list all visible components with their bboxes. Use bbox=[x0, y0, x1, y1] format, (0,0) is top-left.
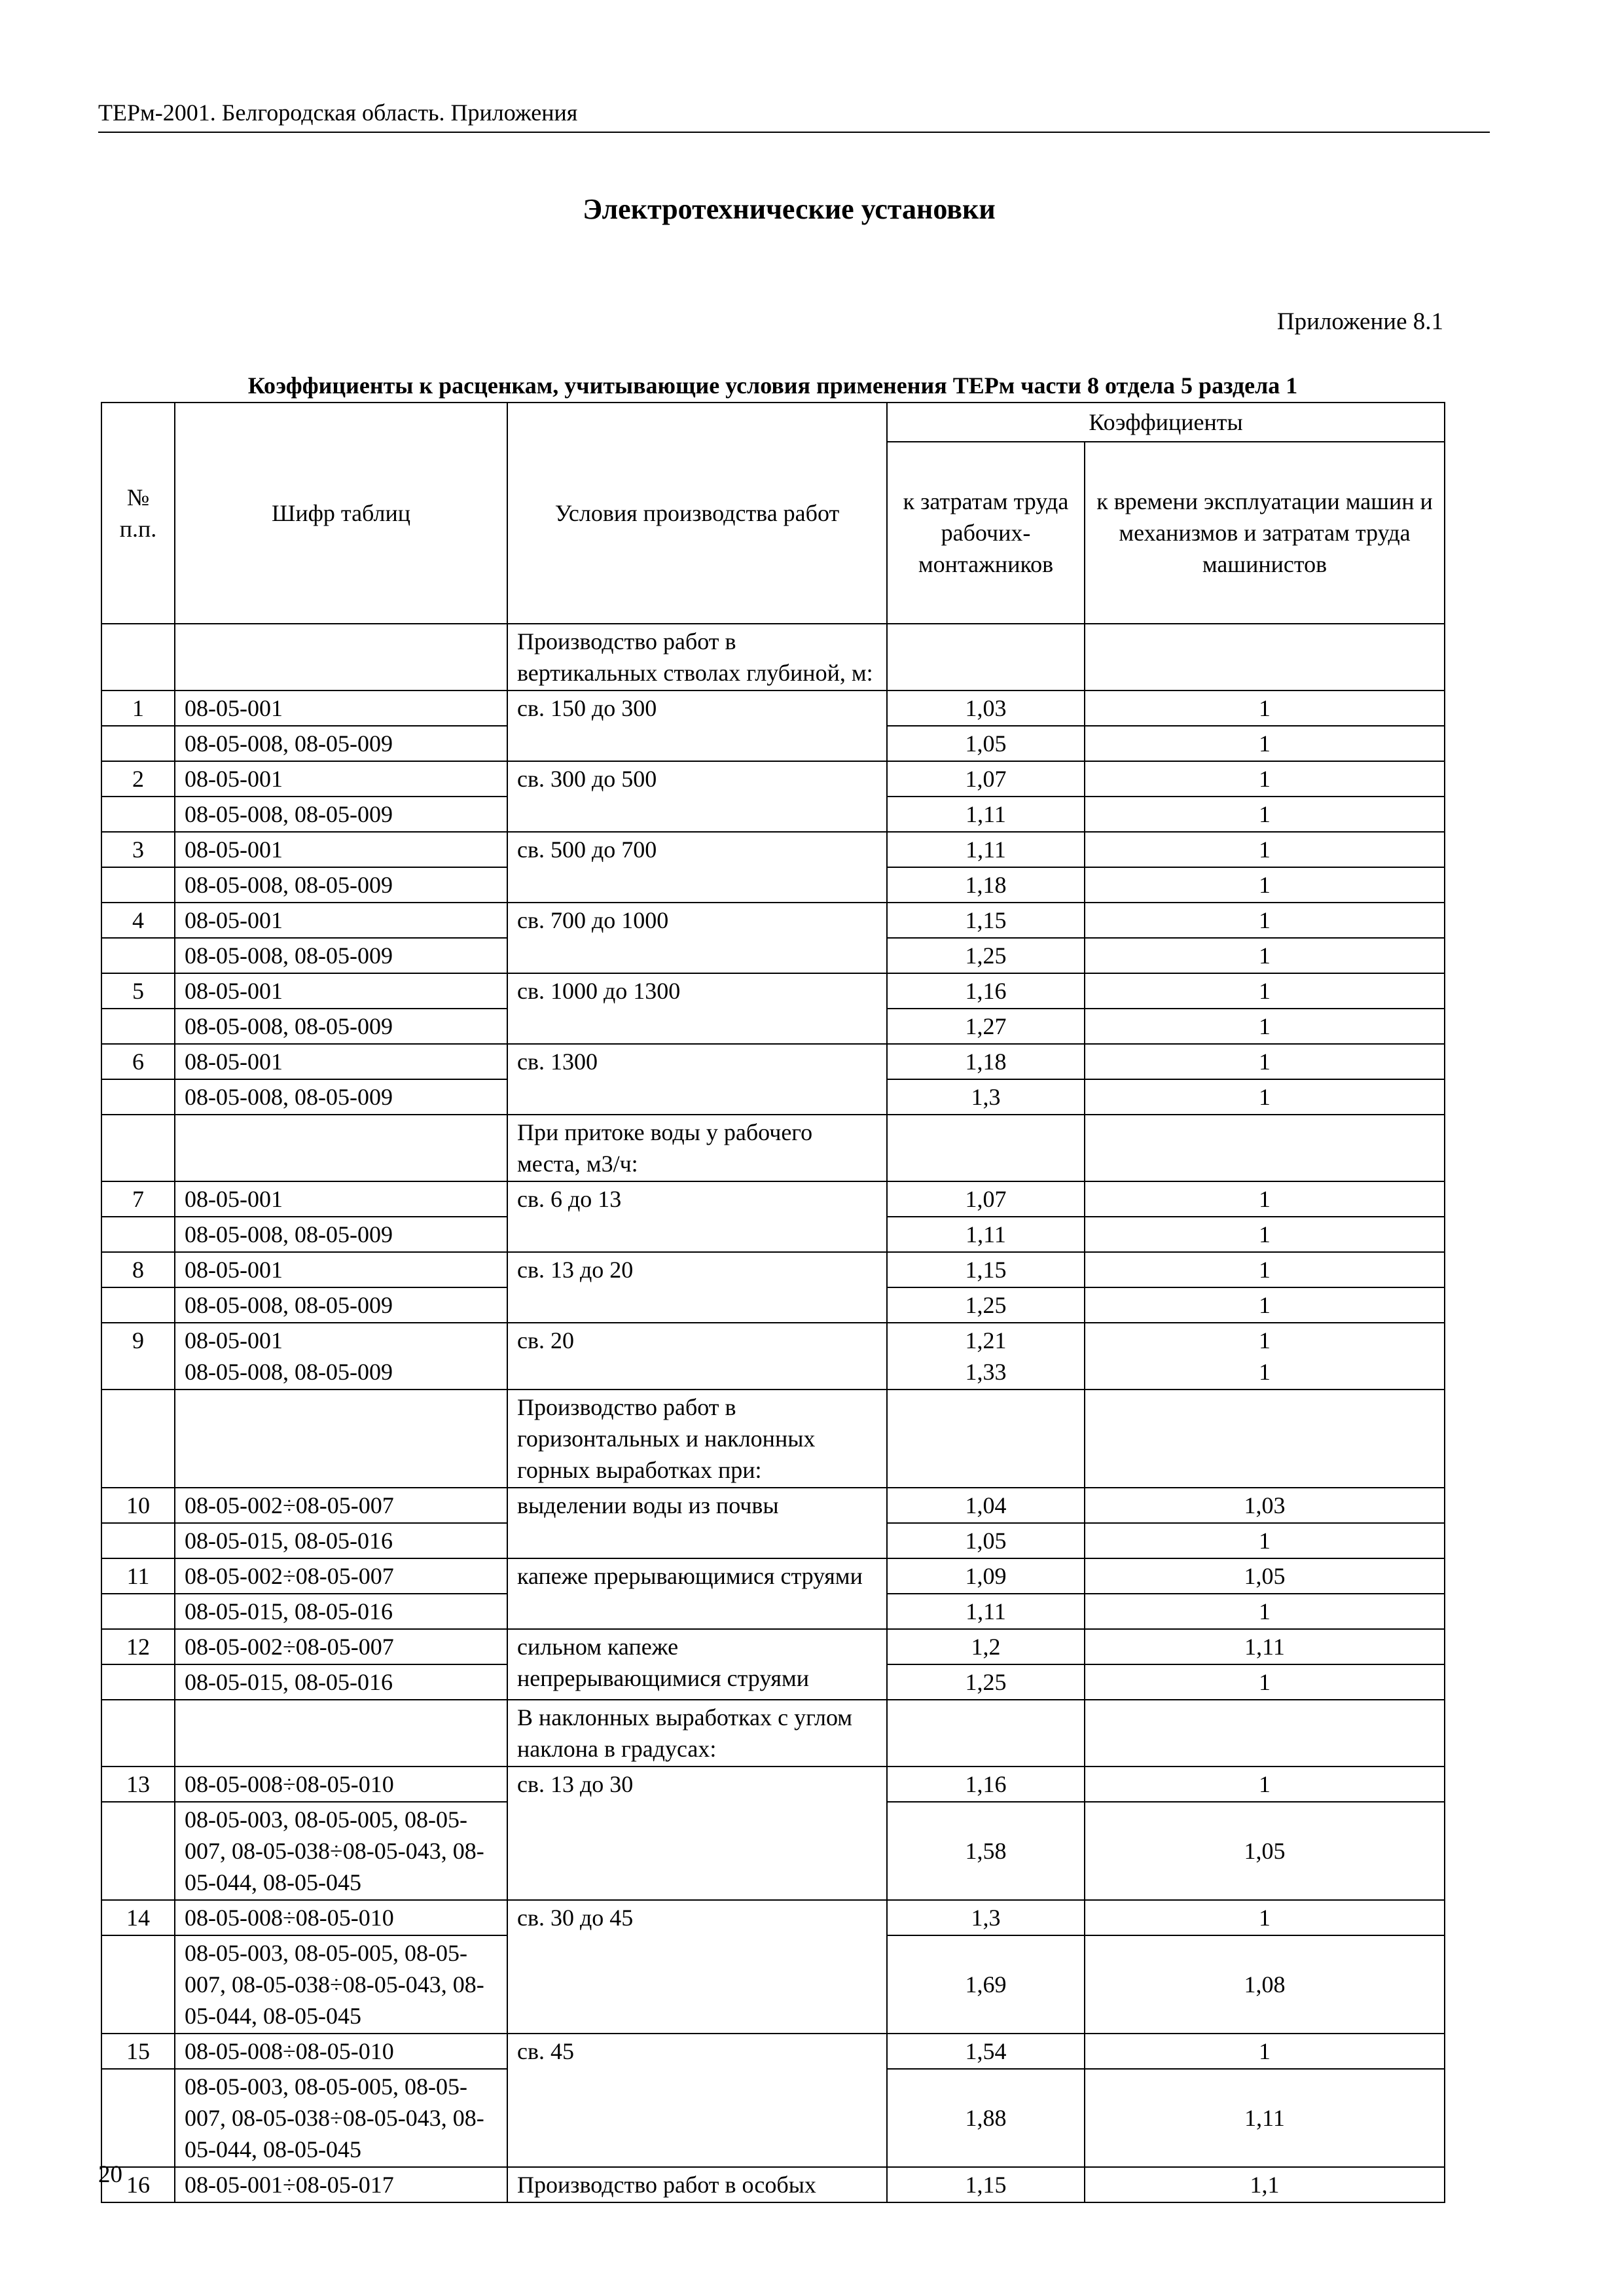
labor-coefficient: 1,11 bbox=[887, 797, 1085, 832]
machine-coefficient: 1 bbox=[1085, 1287, 1445, 1323]
table-row bbox=[101, 1767, 1445, 1802]
machine-coefficient: 1 bbox=[1085, 867, 1445, 903]
header-coefficients: Коэффициенты bbox=[887, 403, 1445, 442]
row-number: 5 bbox=[101, 973, 175, 1009]
machine-coefficient: 1 bbox=[1085, 1181, 1445, 1217]
table-code: 08-05-008, 08-05-009 bbox=[175, 867, 507, 903]
table-code: 08-05-008, 08-05-009 bbox=[175, 1009, 507, 1044]
labor-coefficient: 1,16 bbox=[887, 973, 1085, 1009]
table-code: 08-05-008, 08-05-009 bbox=[175, 1287, 507, 1323]
row-number: 10 bbox=[101, 1488, 175, 1523]
empty-cell bbox=[101, 1390, 175, 1488]
condition-cell: св. 20 bbox=[507, 1323, 887, 1390]
table-code: 08-05-002÷08-05-007 bbox=[175, 1558, 507, 1594]
table-code: 08-05-008, 08-05-009 bbox=[185, 1359, 393, 1385]
table-code: 08-05-008÷08-05-010 bbox=[175, 1767, 507, 1802]
table-row bbox=[101, 1629, 1445, 1664]
table-row bbox=[101, 1252, 1445, 1287]
empty-cell bbox=[101, 1523, 175, 1558]
machine-coefficient: 1 bbox=[1085, 1217, 1445, 1252]
header-num: № п.п. bbox=[101, 403, 175, 624]
condition-cell: сильном капеже непрерывающимися струями bbox=[507, 1629, 887, 1700]
labor-coefficient: 1,18 bbox=[887, 867, 1085, 903]
labor-coefficient: 1,25 bbox=[887, 938, 1085, 973]
empty-cell bbox=[101, 1594, 175, 1629]
table-code: 08-05-001 bbox=[175, 1044, 507, 1079]
condition-cell: св. 500 до 700 bbox=[507, 832, 887, 903]
row-number: 2 bbox=[101, 761, 175, 797]
empty-cell bbox=[887, 1115, 1085, 1181]
machine-coefficient: 1 bbox=[1085, 1252, 1445, 1287]
machine-coefficient: 1 bbox=[1085, 973, 1445, 1009]
machine-coefficient: 1 bbox=[1085, 797, 1445, 832]
table-code: 08-05-001÷08-05-017 bbox=[175, 2167, 507, 2202]
empty-cell bbox=[101, 1700, 175, 1767]
empty-cell bbox=[101, 1287, 175, 1323]
empty-cell bbox=[101, 726, 175, 761]
labor-coefficient: 1,54 bbox=[887, 2034, 1085, 2069]
table-row bbox=[101, 691, 1445, 726]
table-code: 08-05-001 bbox=[175, 832, 507, 867]
condition-cell: св. 30 до 45 bbox=[507, 1900, 887, 2034]
table-row bbox=[101, 1044, 1445, 1079]
machine-coefficient: 1,05 bbox=[1085, 1558, 1445, 1594]
table-code: 08-05-008, 08-05-009 bbox=[175, 1217, 507, 1252]
condition-cell: капеже прерывающимися струями bbox=[507, 1558, 887, 1629]
machine-coefficient: 1 bbox=[1085, 1594, 1445, 1629]
row-number: 13 bbox=[101, 1767, 175, 1802]
machine-coefficient: 1 bbox=[1085, 761, 1445, 797]
labor-coefficient: 1,05 bbox=[887, 1523, 1085, 1558]
empty-cell bbox=[175, 624, 507, 691]
table-code: 08-05-008, 08-05-009 bbox=[175, 726, 507, 761]
machine-coefficient: 1,03 bbox=[1085, 1488, 1445, 1523]
row-number: 9 bbox=[101, 1323, 175, 1390]
labor-coefficient: 1,2 bbox=[887, 1629, 1085, 1664]
row-number: 8 bbox=[101, 1252, 175, 1287]
table-row bbox=[101, 973, 1445, 1009]
table-code: 08-05-001 bbox=[175, 1181, 507, 1217]
labor-coefficient: 1,3 bbox=[887, 1900, 1085, 1935]
table-code: 08-05-001 bbox=[175, 761, 507, 797]
row-number: 1 bbox=[101, 691, 175, 726]
machine-value: 1 bbox=[1259, 1327, 1271, 1354]
labor-coefficient: 1,03 bbox=[887, 691, 1085, 726]
machine-coefficient: 1 bbox=[1085, 903, 1445, 938]
table-row bbox=[101, 1323, 1445, 1390]
labor-coefficient: 1,15 bbox=[887, 2167, 1085, 2202]
empty-cell bbox=[101, 867, 175, 903]
coefficients-table bbox=[101, 402, 1445, 2203]
running-header: ТЕРм-2001. Белгородская область. Приложения bbox=[98, 99, 578, 126]
empty-cell bbox=[175, 1115, 507, 1181]
page-number: 20 bbox=[98, 2161, 122, 2188]
empty-cell bbox=[101, 1664, 175, 1700]
table-code: 08-05-008, 08-05-009 bbox=[175, 938, 507, 973]
condition-cell: св. 13 до 20 bbox=[507, 1252, 887, 1323]
labor-value: 1,33 bbox=[965, 1359, 1007, 1385]
empty-cell bbox=[101, 938, 175, 973]
labor-coefficient: 1,69 bbox=[887, 1935, 1085, 2034]
header-code: Шифр таблиц bbox=[175, 403, 507, 624]
condition-cell: св. 150 до 300 bbox=[507, 691, 887, 761]
machine-coefficient: 1 bbox=[1085, 1900, 1445, 1935]
table-code: 08-05-008÷08-05-010 bbox=[175, 2034, 507, 2069]
machine-coefficient: 1 bbox=[1085, 2034, 1445, 2069]
group-heading-row bbox=[101, 624, 1445, 691]
labor-coefficient bbox=[887, 1323, 1085, 1390]
table-code: 08-05-001 bbox=[175, 973, 507, 1009]
labor-coefficient: 1,58 bbox=[887, 1802, 1085, 1900]
table-caption: Коэффициенты к расценкам, учитывающие условия применения ТЕРм части 8 отдела 5 раздела 1 bbox=[247, 372, 1298, 399]
group-heading-row bbox=[101, 1115, 1445, 1181]
machine-coefficient: 1 bbox=[1085, 1664, 1445, 1700]
group-heading: Производство работ в горизонтальных и наклонных горных выработках при: bbox=[507, 1390, 887, 1488]
empty-cell bbox=[101, 1079, 175, 1115]
machine-coefficient: 1 bbox=[1085, 1767, 1445, 1802]
machine-coefficient: 1,11 bbox=[1085, 1629, 1445, 1664]
table-code: 08-05-002÷08-05-007 bbox=[175, 1629, 507, 1664]
group-heading: Производство работ в вертикальных стволах глубиной, м: bbox=[507, 624, 887, 691]
group-heading-row bbox=[101, 1390, 1445, 1488]
table-code: 08-05-001 bbox=[175, 1252, 507, 1287]
empty-cell bbox=[887, 1700, 1085, 1767]
group-heading-row bbox=[101, 1700, 1445, 1767]
row-number: 11 bbox=[101, 1558, 175, 1594]
table-row bbox=[101, 761, 1445, 797]
machine-coefficient: 1,1 bbox=[1085, 2167, 1445, 2202]
labor-coefficient: 1,05 bbox=[887, 726, 1085, 761]
row-number: 4 bbox=[101, 903, 175, 938]
labor-coefficient: 1,04 bbox=[887, 1488, 1085, 1523]
table-code: 08-05-001 bbox=[185, 1327, 283, 1354]
machine-coefficient: 1 bbox=[1085, 938, 1445, 973]
table-code: 08-05-008, 08-05-009 bbox=[175, 1079, 507, 1115]
table-code: 08-05-015, 08-05-016 bbox=[175, 1664, 507, 1700]
table-row bbox=[101, 1181, 1445, 1217]
labor-coefficient: 1,15 bbox=[887, 903, 1085, 938]
labor-value: 1,21 bbox=[965, 1327, 1007, 1354]
table-code: 08-05-015, 08-05-016 bbox=[175, 1523, 507, 1558]
condition-cell: св. 700 до 1000 bbox=[507, 903, 887, 973]
machine-coefficient bbox=[1085, 1323, 1445, 1390]
condition-cell: выделении воды из почвы bbox=[507, 1488, 887, 1558]
condition-cell: св. 6 до 13 bbox=[507, 1181, 887, 1252]
machine-coefficient: 1,11 bbox=[1085, 2069, 1445, 2167]
labor-coefficient: 1,27 bbox=[887, 1009, 1085, 1044]
table-row bbox=[101, 1488, 1445, 1523]
empty-cell bbox=[1085, 1700, 1445, 1767]
labor-coefficient: 1,25 bbox=[887, 1664, 1085, 1700]
table-code: 08-05-003, 08-05-005, 08-05-007, 08-05-038÷08-05-043, 08-05-044, 08-05-045 bbox=[175, 2069, 507, 2167]
code-cell bbox=[175, 1323, 507, 1390]
labor-coefficient: 1,11 bbox=[887, 1594, 1085, 1629]
empty-cell bbox=[101, 2069, 175, 2167]
machine-value: 1 bbox=[1259, 1359, 1271, 1385]
empty-cell bbox=[101, 1217, 175, 1252]
row-number: 14 bbox=[101, 1900, 175, 1935]
condition-cell: Производство работ в особых bbox=[507, 2167, 887, 2202]
table-row bbox=[101, 903, 1445, 938]
machine-coefficient: 1 bbox=[1085, 1044, 1445, 1079]
labor-coefficient: 1,11 bbox=[887, 832, 1085, 867]
labor-coefficient: 1,07 bbox=[887, 1181, 1085, 1217]
machine-coefficient: 1 bbox=[1085, 691, 1445, 726]
empty-cell bbox=[101, 1802, 175, 1900]
machine-coefficient: 1 bbox=[1085, 726, 1445, 761]
row-number: 15 bbox=[101, 2034, 175, 2069]
table-row bbox=[101, 1900, 1445, 1935]
table-code: 08-05-001 bbox=[175, 903, 507, 938]
labor-coefficient: 1,11 bbox=[887, 1217, 1085, 1252]
empty-cell bbox=[101, 1115, 175, 1181]
empty-cell bbox=[175, 1700, 507, 1767]
empty-cell bbox=[1085, 1115, 1445, 1181]
header-divider bbox=[98, 132, 1490, 133]
table-code: 08-05-003, 08-05-005, 08-05-007, 08-05-038÷08-05-043, 08-05-044, 08-05-045 bbox=[175, 1935, 507, 2034]
group-heading: В наклонных выработках с углом наклона в градусах: bbox=[507, 1700, 887, 1767]
condition-cell: св. 45 bbox=[507, 2034, 887, 2167]
header-labor: к затратам труда рабочих-монтажников bbox=[887, 442, 1085, 624]
machine-coefficient: 1 bbox=[1085, 1523, 1445, 1558]
group-heading: При притоке воды у рабочего места, м3/ч: bbox=[507, 1115, 887, 1181]
machine-coefficient: 1 bbox=[1085, 1079, 1445, 1115]
labor-coefficient: 1,3 bbox=[887, 1079, 1085, 1115]
labor-coefficient: 1,25 bbox=[887, 1287, 1085, 1323]
condition-cell: св. 1000 до 1300 bbox=[507, 973, 887, 1044]
table-body bbox=[101, 624, 1445, 2202]
table-code: 08-05-008÷08-05-010 bbox=[175, 1900, 507, 1935]
machine-coefficient: 1,05 bbox=[1085, 1802, 1445, 1900]
table-code: 08-05-003, 08-05-005, 08-05-007, 08-05-038÷08-05-043, 08-05-044, 08-05-045 bbox=[175, 1802, 507, 1900]
row-number: 16 bbox=[101, 2167, 175, 2202]
empty-cell bbox=[1085, 624, 1445, 691]
table-row bbox=[101, 832, 1445, 867]
empty-cell bbox=[101, 1935, 175, 2034]
empty-cell bbox=[175, 1390, 507, 1488]
row-number: 3 bbox=[101, 832, 175, 867]
labor-coefficient: 1,16 bbox=[887, 1767, 1085, 1802]
table-code: 08-05-015, 08-05-016 bbox=[175, 1594, 507, 1629]
table-row bbox=[101, 2034, 1445, 2069]
machine-coefficient: 1 bbox=[1085, 832, 1445, 867]
machine-coefficient: 1,08 bbox=[1085, 1935, 1445, 2034]
table-code: 08-05-008, 08-05-009 bbox=[175, 797, 507, 832]
empty-cell bbox=[1085, 1390, 1445, 1488]
table-code: 08-05-002÷08-05-007 bbox=[175, 1488, 507, 1523]
header-machines: к времени эксплуатации машин и механизмов и затратам труда машинистов bbox=[1085, 442, 1445, 624]
table-row bbox=[101, 1558, 1445, 1594]
condition-cell: св. 13 до 30 bbox=[507, 1767, 887, 1900]
section-title: Электротехнические установки bbox=[583, 193, 996, 225]
condition-cell: св. 1300 bbox=[507, 1044, 887, 1115]
table-code: 08-05-001 bbox=[175, 691, 507, 726]
empty-cell bbox=[887, 1390, 1085, 1488]
machine-coefficient: 1 bbox=[1085, 1009, 1445, 1044]
empty-cell bbox=[101, 797, 175, 832]
row-number: 6 bbox=[101, 1044, 175, 1079]
labor-coefficient: 1,07 bbox=[887, 761, 1085, 797]
condition-cell: св. 300 до 500 bbox=[507, 761, 887, 832]
labor-coefficient: 1,15 bbox=[887, 1252, 1085, 1287]
labor-coefficient: 1,18 bbox=[887, 1044, 1085, 1079]
header-conditions: Условия производства работ bbox=[507, 403, 887, 624]
row-number: 7 bbox=[101, 1181, 175, 1217]
empty-cell bbox=[101, 624, 175, 691]
labor-coefficient: 1,88 bbox=[887, 2069, 1085, 2167]
empty-cell bbox=[887, 624, 1085, 691]
table-row bbox=[101, 2167, 1445, 2202]
row-number: 12 bbox=[101, 1629, 175, 1664]
labor-coefficient: 1,09 bbox=[887, 1558, 1085, 1594]
empty-cell bbox=[101, 1009, 175, 1044]
appendix-label: Приложение 8.1 bbox=[1276, 308, 1443, 335]
